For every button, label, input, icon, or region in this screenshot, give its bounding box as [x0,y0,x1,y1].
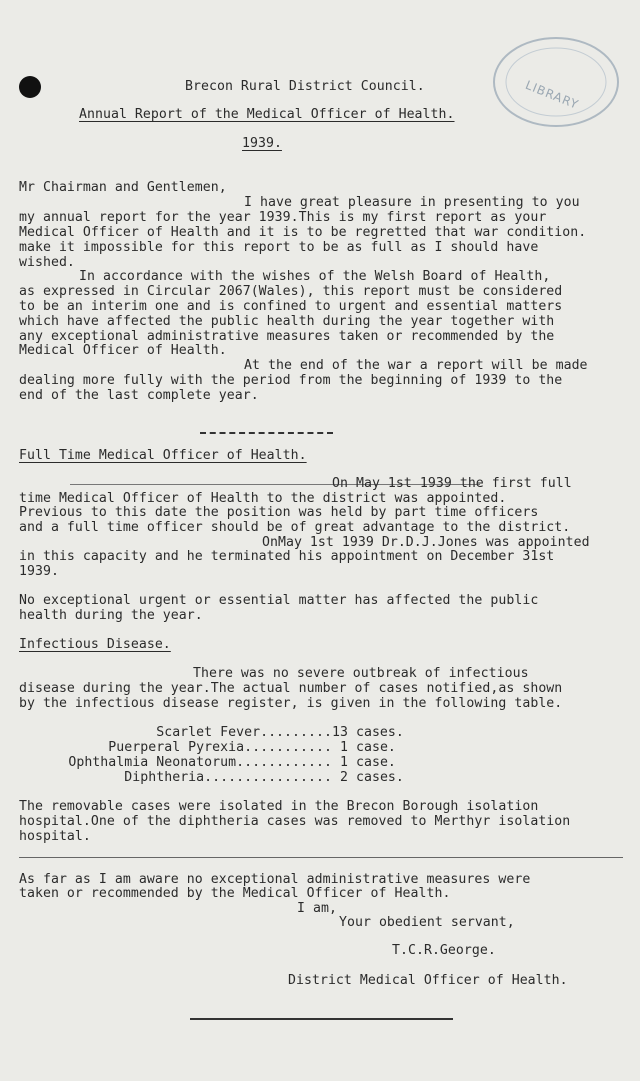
full-time-line: On May 1st 1939 the first full [332,476,572,491]
intro-line: as expressed in Circular 2067(Wales), this report must be considered [19,284,563,299]
full-time-line: time Medical Officer of Health to the district was appointed. [19,491,507,506]
closing-i-am: I am, [297,901,337,916]
section-rule [19,857,623,858]
intro-line: At the end of the war a report will be made [244,358,588,373]
case-count: 1 case. [340,740,396,755]
intro-line: I have great pleasure in presenting to you [244,195,580,210]
full-time-line: Previous to this date the position was held by part time officers [19,505,539,520]
no-matter-line: No exceptional urgent or essential matter has affected the public [19,593,539,608]
intro-line: wished. [19,255,75,270]
report-year: 1939. [242,136,282,151]
intro-line: which have affected the public health during the year together with [19,314,555,329]
bottom-rule [190,1018,453,1020]
disease-name: Puerperal Pyrexia........... [108,740,332,755]
full-time-line: in this capacity and he terminated his appointment on December 31st [19,549,555,564]
infectious-line: by the infectious disease register, is given in the following table. [19,696,563,711]
infectious-line: There was no severe outbreak of infectious [193,666,529,681]
intro-line: to be an interim one and is confined to urgent and essential matters [19,299,563,314]
disease-name: Diphtheria................ [124,770,332,785]
infectious-line: disease during the year.The actual number of cases notified,as shown [19,681,563,696]
isolation-line: hospital.One of the diphtheria cases was removed to Merthyr isolation [19,814,571,829]
intro-line: Medical Officer of Health. [19,343,227,358]
disease-name: Ophthalmia Neonatorum............ [68,755,332,770]
full-time-heading: Full Time Medical Officer of Health. [19,448,307,463]
report-title: Annual Report of the Medical Officer of Health. [79,107,455,122]
section-divider [200,432,333,434]
full-time-line: and a full time officer should be of great advantage to the district. [19,520,571,535]
disease-name: Scarlet Fever......... [156,725,332,740]
case-count: 2 cases. [340,770,404,785]
signature: T.C.R.George. [392,943,496,958]
intro-line: end of the last complete year. [19,388,259,403]
full-time-line: OnMay 1st 1939 Dr.D.J.Jones was appointed [262,535,590,550]
infectious-heading: Infectious Disease. [19,637,171,652]
closing-line: As far as I am aware no exceptional administrative measures were [19,872,531,887]
intro-line: any exceptional administrative measures taken or recommended by the [19,329,555,344]
case-count: 13 cases. [332,725,404,740]
isolation-line: hospital. [19,829,91,844]
case-count: 1 case. [340,755,396,770]
intro-line: dealing more fully with the period from the beginning of 1939 to the [19,373,563,388]
intro-line: In accordance with the wishes of the Welsh Board of Health, [79,269,551,284]
salutation: Mr Chairman and Gentlemen, [19,180,227,195]
stamp-text: LIBRARY [523,77,581,112]
valediction: Your obedient servant, [339,915,515,930]
closing-line: taken or recommended by the Medical Officer of Health. [19,886,451,901]
intro-line: Medical Officer of Health and it is to be regretted that war condition. [19,225,587,240]
library-stamp [468,30,628,134]
full-time-line: 1939. [19,564,59,579]
intro-line: my annual report for the year 1939.This is my first report as your [19,210,547,225]
council-name: Brecon Rural District Council. [185,79,425,94]
signature-title: District Medical Officer of Health. [288,973,568,988]
isolation-line: The removable cases were isolated in the Brecon Borough isolation [19,799,539,814]
intro-line: make it impossible for this report to be as full as I should have [19,240,539,255]
no-matter-line: health during the year. [19,608,203,623]
punch-hole [19,76,41,98]
